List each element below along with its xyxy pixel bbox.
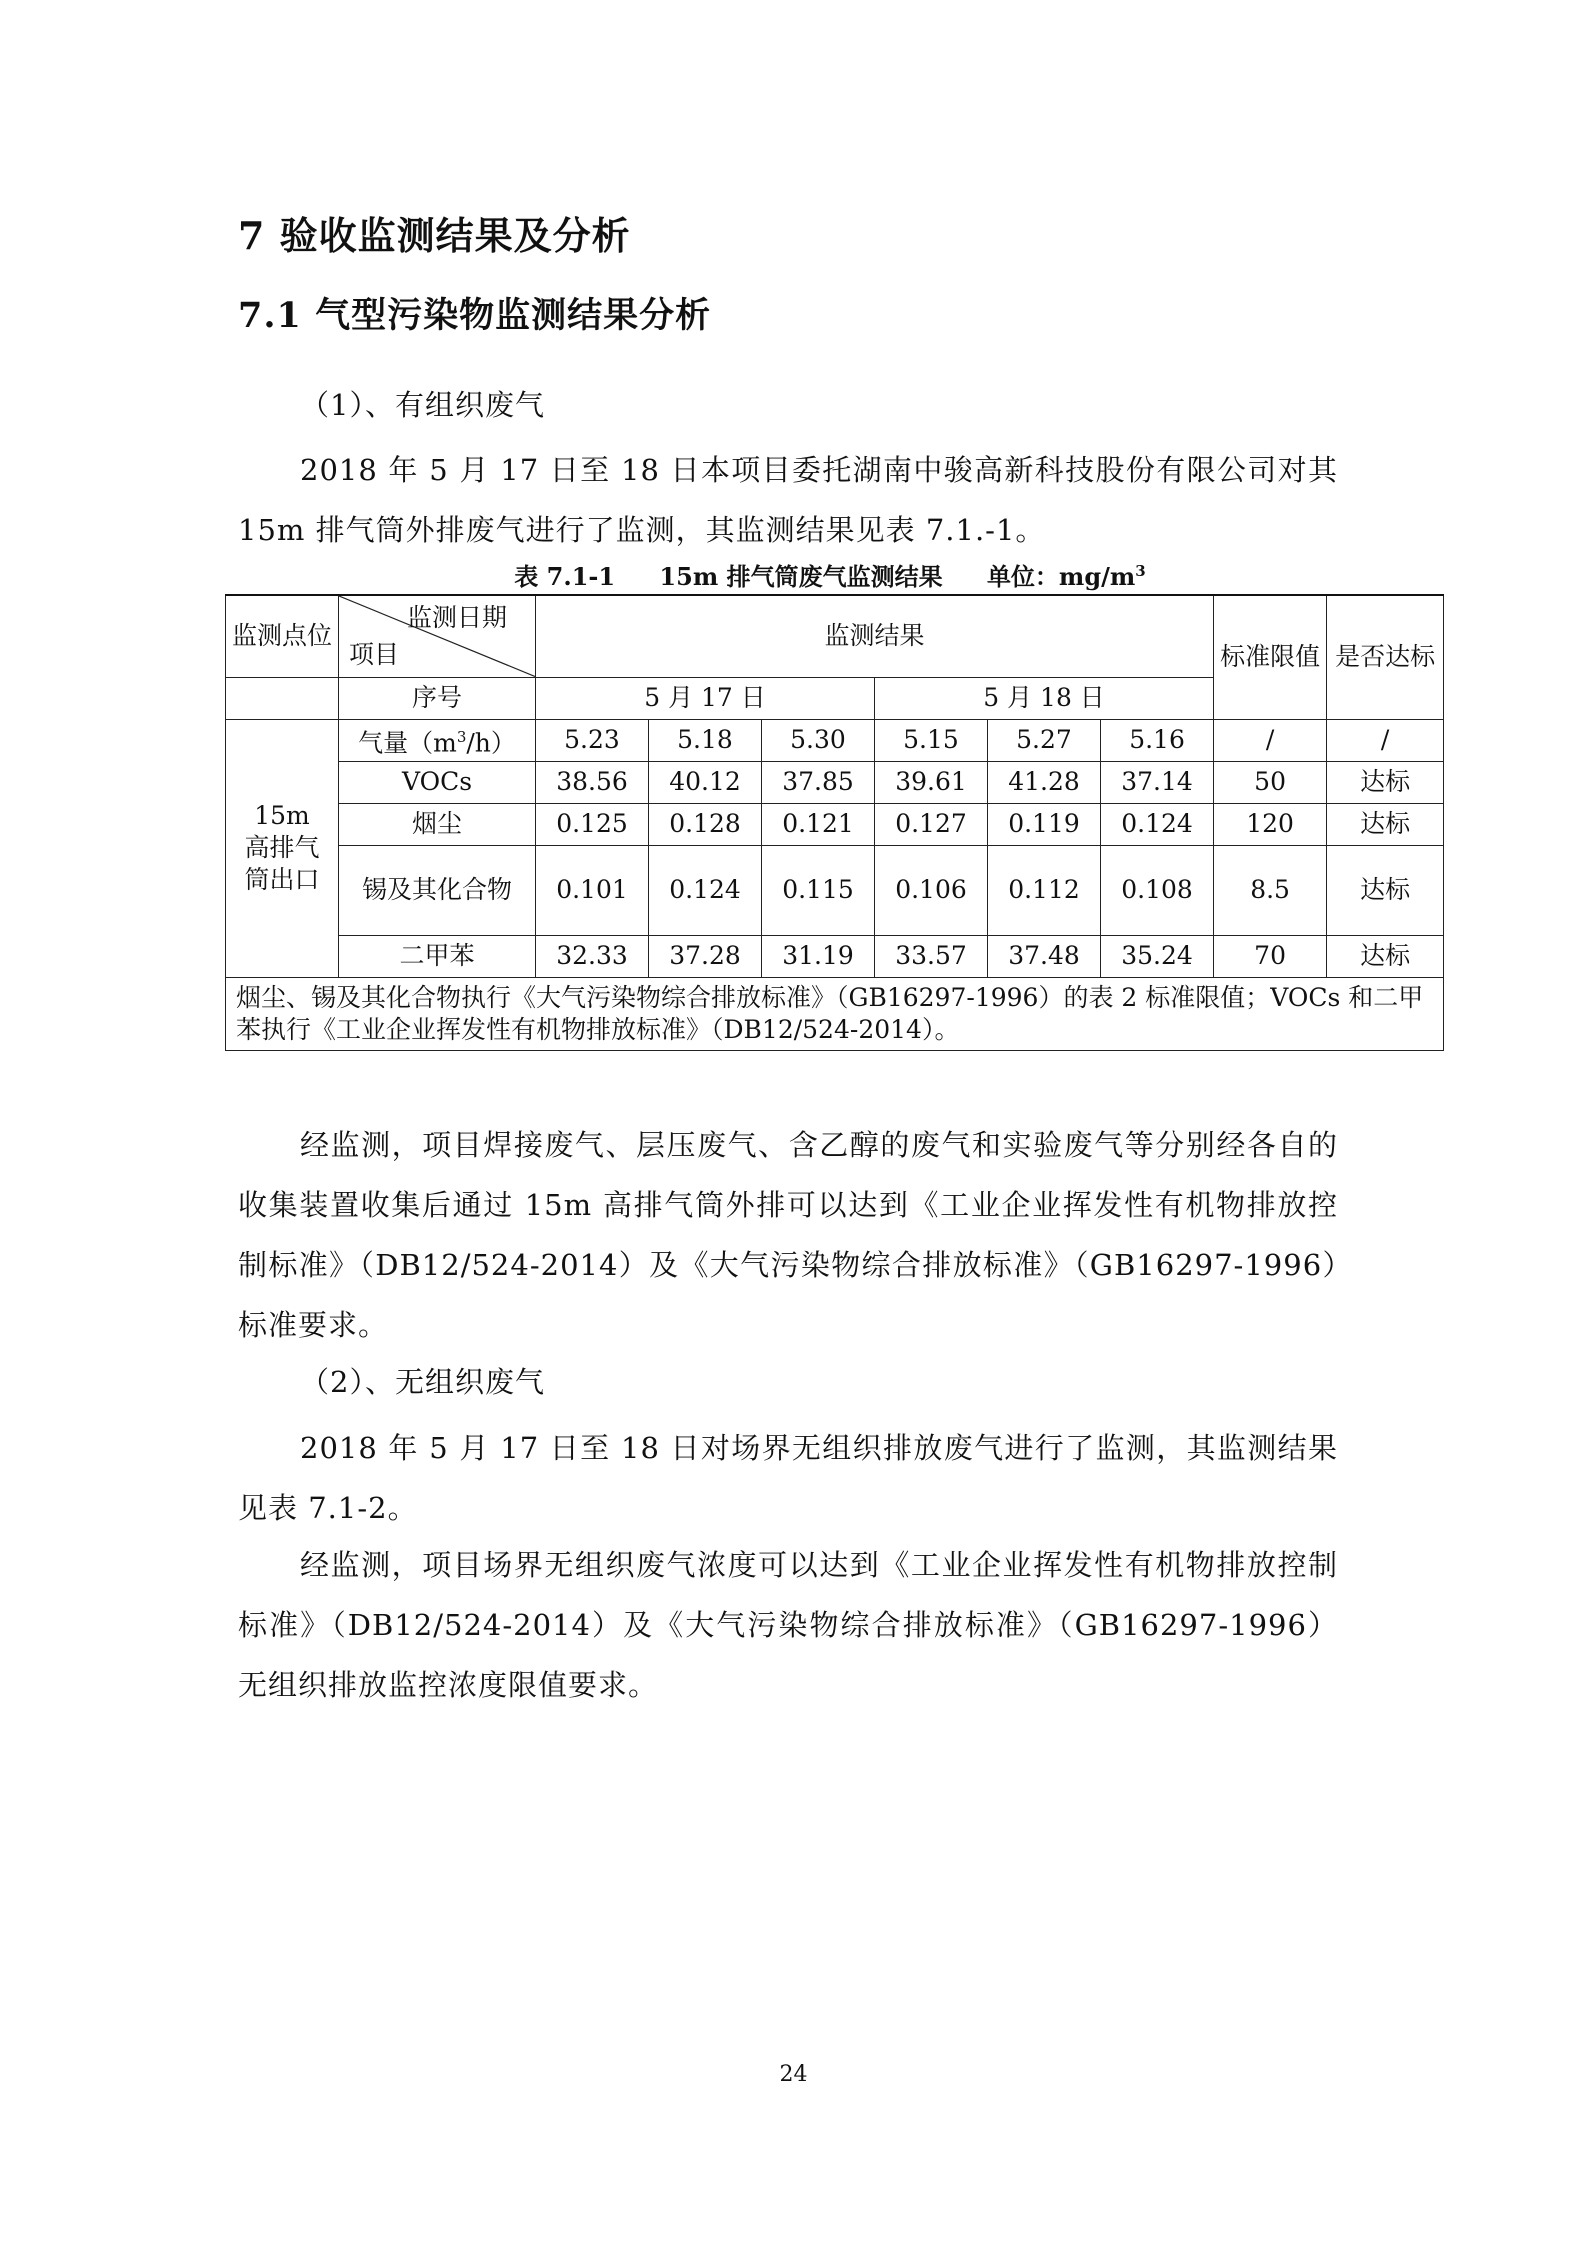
table-row-vocs: [226, 761, 1444, 803]
header-date-2: 5 月 18 日: [875, 677, 1214, 719]
table-cell: 37.14: [1101, 761, 1214, 803]
table-cell: 70: [1214, 935, 1327, 977]
table-cell: 39.61: [875, 761, 988, 803]
table-cell: 0.106: [875, 845, 988, 935]
table-cell: 38.56: [536, 761, 649, 803]
row-label: VOCs: [339, 761, 536, 803]
table-cell: 37.28: [649, 935, 762, 977]
table-cell: 8.5: [1214, 845, 1327, 935]
table-cell: 5.27: [988, 719, 1101, 761]
table-cell: 5.30: [762, 719, 875, 761]
table-cell: /: [1214, 719, 1327, 761]
table-cell: 37.48: [988, 935, 1101, 977]
table-cell: 0.115: [762, 845, 875, 935]
table-cell: 达标: [1327, 935, 1444, 977]
paragraph-organized-conclusion: 经监测，项目焊接废气、层压废气、含乙醇的废气和实验废气等分别经各自的收集装置收集后通过 15m 高排气筒外排可以达到《工业企业挥发性有机物排放控制标准》（DB12/524-2014）及《大气污染物综合排放标准》（GB16297-1996）标准要求。: [238, 1128, 1338, 1342]
chapter-heading: 7 验收监测结果及分析: [238, 213, 631, 258]
table-cell: 0.121: [762, 803, 875, 845]
table-unit: 单位：$mg/m^3$: [986, 562, 1146, 591]
table-cell: 31.19: [762, 935, 875, 977]
header-standard-limit: 标准限值: [1214, 595, 1327, 719]
table-cell: 33.57: [875, 935, 988, 977]
table-cell: 5.16: [1101, 719, 1214, 761]
table-cell: 0.127: [875, 803, 988, 845]
table-row-xylene: [226, 935, 1444, 977]
table-cell: 0.125: [536, 803, 649, 845]
header-date-1: 5 月 17 日: [536, 677, 875, 719]
table-header-row: [226, 595, 1444, 677]
table-cell: 0.124: [1101, 803, 1214, 845]
table-row-smoke-dust: [226, 803, 1444, 845]
table-note: 烟尘、锡及其化合物执行《大气污染物综合排放标准》（GB16297-1996）的表 2 标准限值；VOCs 和二甲苯执行《工业企业挥发性有机物排放标准》（DB12/524-2014）。: [226, 977, 1444, 1050]
table-note-row: [226, 977, 1444, 1050]
table-title: 15m 排气筒废气监测结果: [659, 562, 943, 591]
table-cell: 0.128: [649, 803, 762, 845]
table-cell: 5.18: [649, 719, 762, 761]
table-cell: 32.33: [536, 935, 649, 977]
header-sequence: 序号: [339, 677, 536, 719]
table-cell: 0.101: [536, 845, 649, 935]
header-monitoring-results: 监测结果: [536, 595, 1214, 677]
table-row-flow: [226, 719, 1444, 761]
section-heading: 7.1 气型污染物监测结果分析: [238, 295, 712, 336]
header-diagonal-cell: [339, 595, 536, 677]
table-cell: 达标: [1327, 803, 1444, 845]
table-cell: /: [1327, 719, 1444, 761]
table-cell: 0.124: [649, 845, 762, 935]
header-monitoring-point: 监测点位: [226, 595, 339, 677]
page-number: 24: [779, 2062, 808, 2087]
header-item: 项目: [349, 639, 400, 669]
table-number: 表 7.1-1: [514, 562, 616, 591]
header-compliance: 是否达标: [1327, 595, 1444, 719]
location-cell: 15m 高排气筒出口: [226, 719, 339, 977]
row-label: 二甲苯: [339, 935, 536, 977]
table-cell: 5.15: [875, 719, 988, 761]
table-cell: 达标: [1327, 761, 1444, 803]
table-cell: 40.12: [649, 761, 762, 803]
table-cell: 达标: [1327, 845, 1444, 935]
table-cell: 0.108: [1101, 845, 1214, 935]
monitoring-results-table: [225, 594, 1444, 1051]
table-cell: 0.119: [988, 803, 1101, 845]
table-caption: [225, 557, 1435, 592]
table-cell: 35.24: [1101, 935, 1214, 977]
paragraph-fugitive-conclusion: 经监测，项目场界无组织废气浓度可以达到《工业企业挥发性有机物排放控制标准》（DB12/524-2014）及《大气污染物综合排放标准》（GB16297-1996）无组织排放监控浓度限值要求。: [238, 1548, 1338, 1702]
paragraph-fugitive-monitoring: 2018 年 5 月 17 日至 18 日对场界无组织排放废气进行了监测，其监测结果见表 7.1-2。: [238, 1431, 1338, 1525]
row-label: 锡及其化合物: [339, 845, 536, 935]
table-cell: 41.28: [988, 761, 1101, 803]
header-monitoring-date: 监测日期: [406, 603, 507, 632]
table-cell: 5.23: [536, 719, 649, 761]
paragraph-intro: 2018 年 5 月 17 日至 18 日本项目委托湖南中骏高新科技股份有限公司对其 15m 排气筒外排废气进行了监测，其监测结果见表 7.1.-1。: [238, 453, 1338, 547]
subsection-organized-emissions: （1）、有组织废气: [300, 388, 545, 422]
table-cell: 50: [1214, 761, 1327, 803]
subsection-fugitive-emissions: （2）、无组织废气: [300, 1365, 545, 1399]
table-row-tin: [226, 845, 1444, 935]
table-cell: 120: [1214, 803, 1327, 845]
table-cell: 0.112: [988, 845, 1101, 935]
row-label-flow: 气量$(m^3/h)$: [339, 719, 536, 761]
table-cell: 37.85: [762, 761, 875, 803]
blank-cell: [226, 677, 339, 719]
row-label: 烟尘: [339, 803, 536, 845]
